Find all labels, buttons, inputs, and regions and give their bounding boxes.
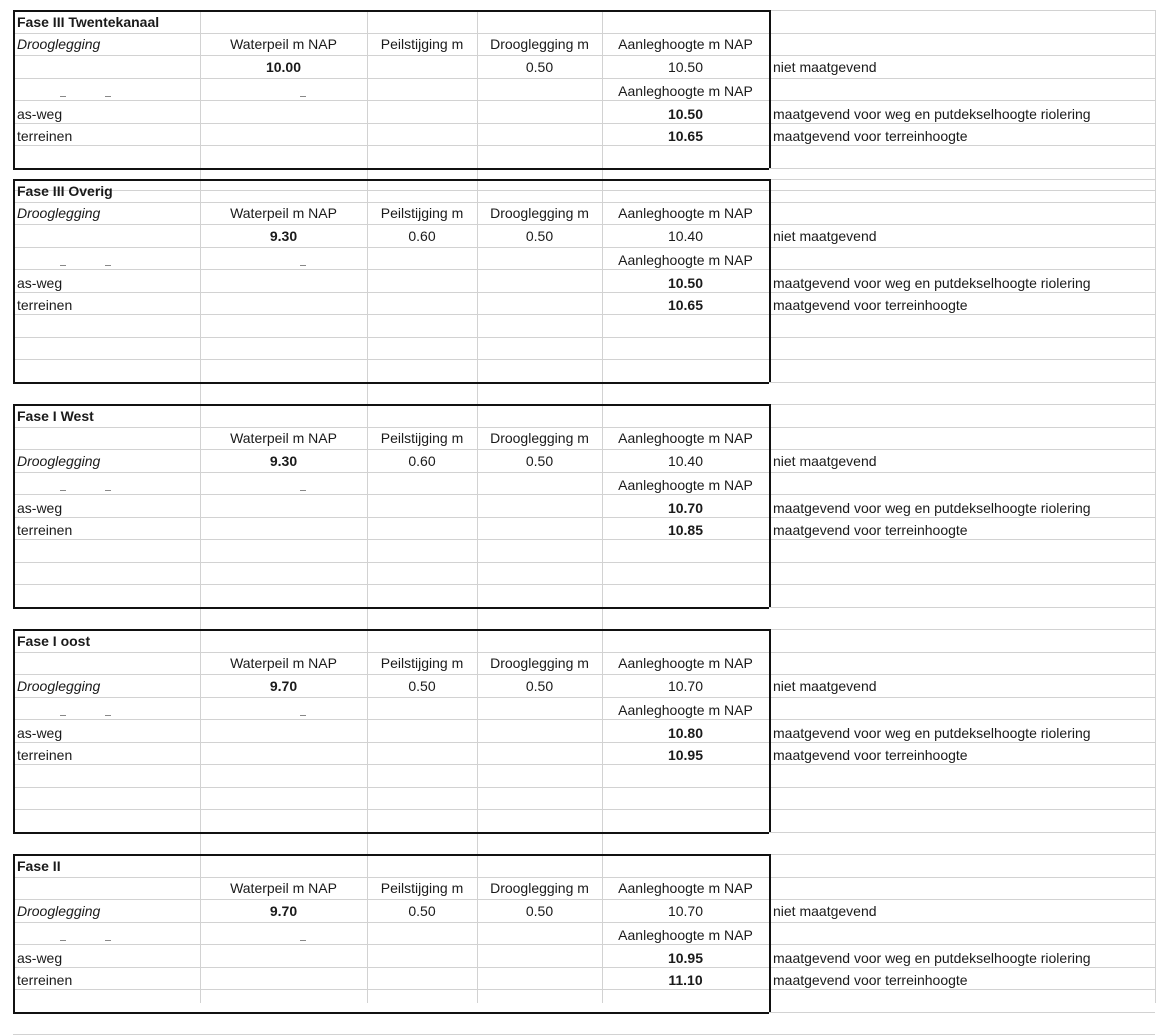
terreinen-value[interactable]: 11.10 bbox=[668, 972, 703, 988]
aanleghoogte-value[interactable]: 10.40 bbox=[667, 452, 704, 469]
terreinen-note[interactable]: maatgevend voor terreinhoogte bbox=[773, 522, 968, 538]
grid-line bbox=[13, 719, 1155, 720]
drooglegging-label[interactable]: Drooglegging bbox=[17, 677, 101, 694]
terreinen-value[interactable]: 10.85 bbox=[667, 522, 704, 538]
peilstijging-value[interactable]: 0.60 bbox=[408, 227, 436, 244]
header-waterpeil[interactable]: Waterpeil m NAP bbox=[230, 880, 337, 896]
grid-line bbox=[13, 562, 1155, 563]
grid-line bbox=[13, 494, 1155, 495]
border-line bbox=[13, 854, 15, 1012]
header-peilstijging[interactable]: Peilstijging m bbox=[380, 430, 464, 446]
as-weg-note[interactable]: maatgevend voor weg en putdekselhoogte riolering bbox=[773, 949, 1091, 966]
waterpeil-value[interactable]: 10.00 bbox=[265, 58, 302, 75]
grid-line bbox=[13, 944, 1155, 945]
as-weg-label[interactable]: as-weg bbox=[17, 499, 63, 516]
grid-line bbox=[13, 697, 1155, 698]
drooglegging-label[interactable]: Drooglegging bbox=[17, 205, 101, 221]
grid-line bbox=[13, 269, 1155, 270]
header-aanleghoogte-2[interactable]: Aanleghoogte m NAP bbox=[618, 927, 753, 943]
scan-mark bbox=[300, 265, 306, 266]
as-weg-value[interactable]: 10.50 bbox=[667, 105, 704, 122]
status-note[interactable]: niet maatgevend bbox=[773, 227, 877, 244]
as-weg-label[interactable]: as-weg bbox=[17, 724, 63, 741]
section-title[interactable]: Fase I West bbox=[17, 407, 94, 424]
drooglegging-value[interactable]: 0.50 bbox=[525, 227, 554, 244]
header-aanleghoogte-2[interactable]: Aanleghoogte m NAP bbox=[618, 252, 753, 268]
header-aanleghoogte[interactable]: Aanleghoogte m NAP bbox=[618, 430, 753, 446]
header-aanleghoogte-2[interactable]: Aanleghoogte m NAP bbox=[618, 83, 753, 99]
border-line bbox=[769, 629, 771, 832]
grid-line bbox=[13, 78, 1155, 79]
peilstijging-value[interactable] bbox=[371, 56, 473, 78]
header-aanleghoogte-2[interactable]: Aanleghoogte m NAP bbox=[618, 477, 753, 493]
drooglegging-label[interactable]: Drooglegging bbox=[17, 36, 101, 52]
terreinen-label[interactable]: terreinen bbox=[17, 972, 73, 988]
grid-line bbox=[13, 472, 1155, 473]
scan-mark bbox=[300, 490, 306, 491]
scan-mark bbox=[60, 265, 66, 266]
header-waterpeil[interactable]: Waterpeil m NAP bbox=[230, 430, 337, 446]
scan-mark bbox=[105, 490, 111, 491]
status-note[interactable]: niet maatgevend bbox=[773, 902, 877, 919]
border-line bbox=[13, 179, 15, 382]
header-peilstijging[interactable]: Peilstijging m bbox=[380, 655, 464, 671]
border-line bbox=[13, 168, 769, 170]
aanleghoogte-value[interactable]: 10.50 bbox=[667, 58, 704, 75]
border-line bbox=[769, 404, 771, 607]
border-line bbox=[769, 854, 771, 1012]
peilstijging-value[interactable]: 0.60 bbox=[408, 452, 436, 469]
grid-line bbox=[13, 337, 1155, 338]
header-aanleghoogte[interactable]: Aanleghoogte m NAP bbox=[618, 880, 753, 896]
as-weg-label[interactable]: as-weg bbox=[17, 274, 63, 291]
header-aanleghoogte[interactable]: Aanleghoogte m NAP bbox=[618, 205, 753, 221]
peilstijging-value[interactable]: 0.50 bbox=[408, 677, 436, 694]
waterpeil-value[interactable]: 9.70 bbox=[269, 677, 298, 694]
terreinen-note[interactable]: maatgevend voor terreinhoogte bbox=[773, 128, 968, 144]
grid-line bbox=[13, 809, 1155, 810]
section-title[interactable]: Fase II bbox=[17, 857, 61, 874]
terreinen-note[interactable]: maatgevend voor terreinhoogte bbox=[773, 747, 968, 763]
border-line bbox=[13, 1012, 769, 1014]
as-weg-note[interactable]: maatgevend voor weg en putdekselhoogte riolering bbox=[773, 724, 1091, 741]
header-aanleghoogte[interactable]: Aanleghoogte m NAP bbox=[618, 36, 753, 52]
terreinen-value[interactable]: 10.65 bbox=[667, 297, 704, 313]
grid-line bbox=[13, 922, 1155, 923]
as-weg-value[interactable]: 10.50 bbox=[667, 274, 704, 291]
grid-line bbox=[13, 584, 1155, 585]
border-line bbox=[769, 179, 771, 382]
border-line bbox=[13, 10, 15, 168]
grid-line bbox=[1155, 10, 1156, 1003]
aanleghoogte-value[interactable]: 10.70 bbox=[667, 902, 704, 919]
header-peilstijging[interactable]: Peilstijging m bbox=[380, 880, 464, 896]
drooglegging-value[interactable]: 0.50 bbox=[525, 677, 554, 694]
terreinen-label[interactable]: terreinen bbox=[17, 747, 73, 763]
scan-mark bbox=[60, 96, 66, 97]
header-aanleghoogte[interactable]: Aanleghoogte m NAP bbox=[618, 655, 753, 671]
aanleghoogte-value[interactable]: 10.40 bbox=[667, 227, 704, 244]
section-title[interactable]: Fase I oost bbox=[17, 632, 91, 649]
drooglegging-value[interactable]: 0.50 bbox=[525, 58, 554, 75]
border-line bbox=[13, 607, 769, 609]
as-weg-value[interactable]: 10.70 bbox=[667, 499, 704, 516]
drooglegging-label[interactable]: Drooglegging bbox=[17, 902, 101, 919]
scan-mark bbox=[300, 715, 306, 716]
terreinen-value[interactable]: 10.95 bbox=[667, 747, 704, 763]
scan-mark bbox=[60, 940, 66, 941]
status-note[interactable]: niet maatgevend bbox=[773, 58, 877, 75]
border-line bbox=[13, 404, 15, 607]
as-weg-label[interactable]: as-weg bbox=[17, 949, 63, 966]
scan-mark bbox=[105, 940, 111, 941]
header-aanleghoogte-2[interactable]: Aanleghoogte m NAP bbox=[618, 702, 753, 718]
border-line bbox=[13, 382, 769, 384]
header-drooglegging[interactable]: Drooglegging m bbox=[490, 880, 589, 896]
drooglegging-label[interactable]: Drooglegging bbox=[17, 452, 101, 469]
scan-mark bbox=[105, 265, 111, 266]
as-weg-note[interactable]: maatgevend voor weg en putdekselhoogte riolering bbox=[773, 105, 1091, 122]
terreinen-label[interactable]: terreinen bbox=[17, 128, 73, 144]
header-waterpeil[interactable]: Waterpeil m NAP bbox=[230, 36, 337, 52]
scan-mark bbox=[105, 715, 111, 716]
border-line bbox=[13, 629, 15, 832]
grid-line bbox=[13, 787, 1155, 788]
terreinen-label[interactable]: terreinen bbox=[17, 522, 73, 538]
scan-mark bbox=[300, 940, 306, 941]
header-peilstijging[interactable]: Peilstijging m bbox=[380, 36, 464, 52]
peilstijging-value[interactable]: 0.50 bbox=[408, 902, 436, 919]
grid-line bbox=[13, 247, 1155, 248]
border-line bbox=[13, 832, 769, 834]
header-waterpeil[interactable]: Waterpeil m NAP bbox=[230, 655, 337, 671]
waterpeil-value[interactable]: 9.30 bbox=[269, 227, 298, 244]
as-weg-value[interactable]: 10.95 bbox=[667, 949, 704, 966]
as-weg-note[interactable]: maatgevend voor weg en putdekselhoogte riolering bbox=[773, 499, 1091, 516]
waterpeil-value[interactable]: 9.70 bbox=[269, 902, 298, 919]
aanleghoogte-value[interactable]: 10.70 bbox=[667, 677, 704, 694]
status-note[interactable]: niet maatgevend bbox=[773, 452, 877, 469]
section-title[interactable]: Fase III Overig bbox=[17, 182, 113, 199]
header-drooglegging[interactable]: Drooglegging m bbox=[490, 205, 589, 221]
terreinen-note[interactable]: maatgevend voor terreinhoogte bbox=[773, 972, 968, 988]
grid-line bbox=[13, 359, 1155, 360]
scan-mark bbox=[300, 96, 306, 97]
header-drooglegging[interactable]: Drooglegging m bbox=[490, 36, 589, 52]
as-weg-note[interactable]: maatgevend voor weg en putdekselhoogte riolering bbox=[773, 274, 1091, 291]
border-line bbox=[769, 10, 771, 168]
as-weg-label[interactable]: as-weg bbox=[17, 105, 63, 122]
header-peilstijging[interactable]: Peilstijging m bbox=[380, 205, 464, 221]
header-drooglegging[interactable]: Drooglegging m bbox=[490, 430, 589, 446]
terreinen-value[interactable]: 10.65 bbox=[667, 128, 704, 144]
drooglegging-value[interactable]: 0.50 bbox=[525, 902, 554, 919]
waterpeil-value[interactable]: 9.30 bbox=[269, 452, 298, 469]
terreinen-note[interactable]: maatgevend voor terreinhoogte bbox=[773, 297, 968, 313]
drooglegging-value[interactable]: 0.50 bbox=[525, 452, 554, 469]
scan-mark bbox=[60, 715, 66, 716]
header-drooglegging[interactable]: Drooglegging m bbox=[490, 655, 589, 671]
section-title[interactable]: Fase III Twentekanaal bbox=[17, 13, 160, 30]
scan-mark bbox=[60, 490, 66, 491]
grid-line bbox=[13, 100, 1155, 101]
terreinen-label[interactable]: terreinen bbox=[17, 297, 73, 313]
as-weg-value[interactable]: 10.80 bbox=[667, 724, 704, 741]
header-waterpeil[interactable]: Waterpeil m NAP bbox=[230, 205, 337, 221]
scan-mark bbox=[105, 96, 111, 97]
status-note[interactable]: niet maatgevend bbox=[773, 677, 877, 694]
